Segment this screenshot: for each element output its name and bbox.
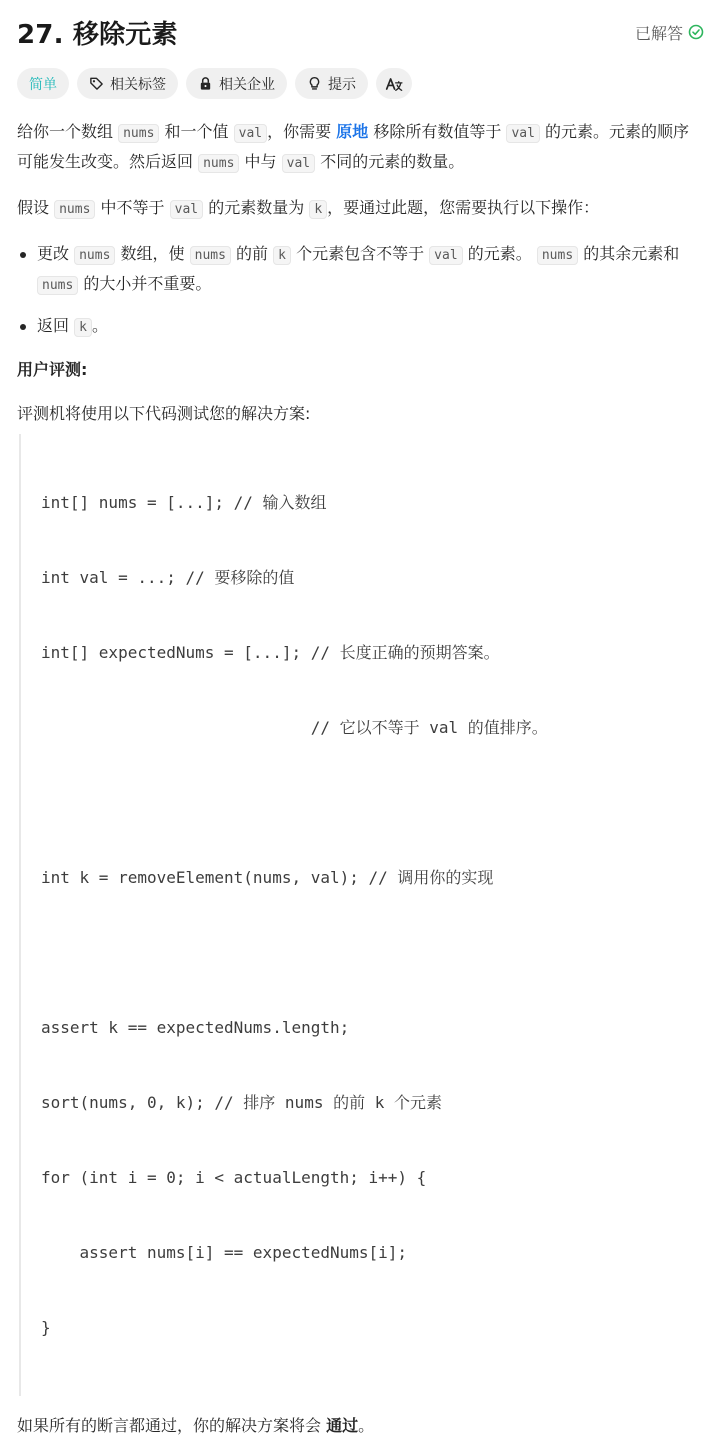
code-line: int val = ...; // 要移除的值	[41, 568, 295, 587]
tag-icon	[89, 76, 104, 91]
code-line: assert nums[i] == expectedNums[i];	[41, 1243, 408, 1262]
code-line: }	[41, 1318, 51, 1337]
inline-code: k	[309, 200, 327, 219]
inline-code: nums	[118, 124, 159, 143]
requirements-list	[17, 240, 697, 342]
inline-code: nums	[37, 276, 78, 295]
problem-title: 27. 移除元素	[17, 19, 178, 50]
inline-code: val	[234, 124, 267, 143]
inline-code: k	[273, 246, 291, 265]
solved-status[interactable]	[635, 21, 704, 44]
translate-icon	[385, 75, 403, 93]
code-line: int[] nums = [...]; // 输入数组	[41, 493, 327, 512]
related-tags-button[interactable]	[77, 68, 178, 99]
list-item: 更改 nums 数组，使 nums 的前 k 个元素包含不等于 val 的元素。 nums 的其余元素和 nums 的大小并不重要。	[17, 240, 697, 300]
in-place-link[interactable]: 原地	[336, 122, 369, 141]
judge-code-block	[19, 434, 697, 1396]
inline-code: val	[429, 246, 462, 265]
description-paragraph-2: 假设 nums 中不等于 val 的元素数量为 k ，要通过此题，您需要执行以下操作：	[17, 198, 600, 217]
solved-label: 已解答	[634, 23, 683, 43]
code-line	[41, 790, 697, 815]
inline-code: val	[282, 154, 315, 173]
tag-bar	[17, 68, 412, 99]
final-paragraph: 如果所有的断言都通过，你的解决方案将会 通过。	[17, 1416, 375, 1435]
problem-description	[17, 118, 697, 1456]
pass-bold: 通过	[326, 1416, 359, 1435]
judge-heading: 用户评测:	[17, 360, 88, 379]
code-line: int k = removeElement(nums, val); // 调用你的实现	[41, 868, 494, 887]
code-line: // 它以不等于 val 的值排序。	[41, 718, 548, 737]
description-paragraph-1: 给你一个数组 nums 和一个值 val ，你需要 原地 移除所有数值等于 val 的元素。元素的顺序可能发生改变。然后返回 nums 中与 val 不同的元素的数量。	[17, 122, 690, 171]
inline-code: nums	[74, 246, 115, 265]
code-line: int[] expectedNums = [...]; // 长度正确的预期答案。	[41, 643, 500, 662]
title-row	[17, 14, 704, 50]
related-companies-label: 相关企业	[219, 76, 275, 93]
related-companies-button[interactable]	[186, 68, 287, 99]
lightbulb-icon	[307, 76, 322, 91]
judge-intro: 评测机将使用以下代码测试您的解决方案:	[17, 404, 311, 423]
inline-code: nums	[198, 154, 239, 173]
inline-code: val	[506, 124, 539, 143]
inline-code: val	[170, 200, 203, 219]
hint-label: 提示	[328, 76, 356, 93]
translate-button[interactable]	[376, 68, 412, 99]
inline-code: nums	[190, 246, 231, 265]
inline-code: nums	[537, 246, 578, 265]
code-line: sort(nums, 0, k); // 排序 nums 的前 k 个元素	[41, 1093, 442, 1112]
list-item: 返回 k 。	[17, 312, 697, 342]
inline-code: nums	[54, 200, 95, 219]
hint-button[interactable]	[295, 68, 368, 99]
code-line: assert k == expectedNums.length;	[41, 1018, 350, 1037]
difficulty-label: 简单	[29, 76, 57, 93]
code-line	[41, 940, 697, 965]
code-line: for (int i = 0; i < actualLength; i++) {	[41, 1168, 427, 1187]
check-circle-icon	[688, 24, 704, 40]
difficulty-badge[interactable]	[17, 68, 69, 99]
inline-code: k	[74, 318, 92, 337]
related-tags-label: 相关标签	[110, 76, 166, 93]
lock-icon	[198, 76, 213, 91]
